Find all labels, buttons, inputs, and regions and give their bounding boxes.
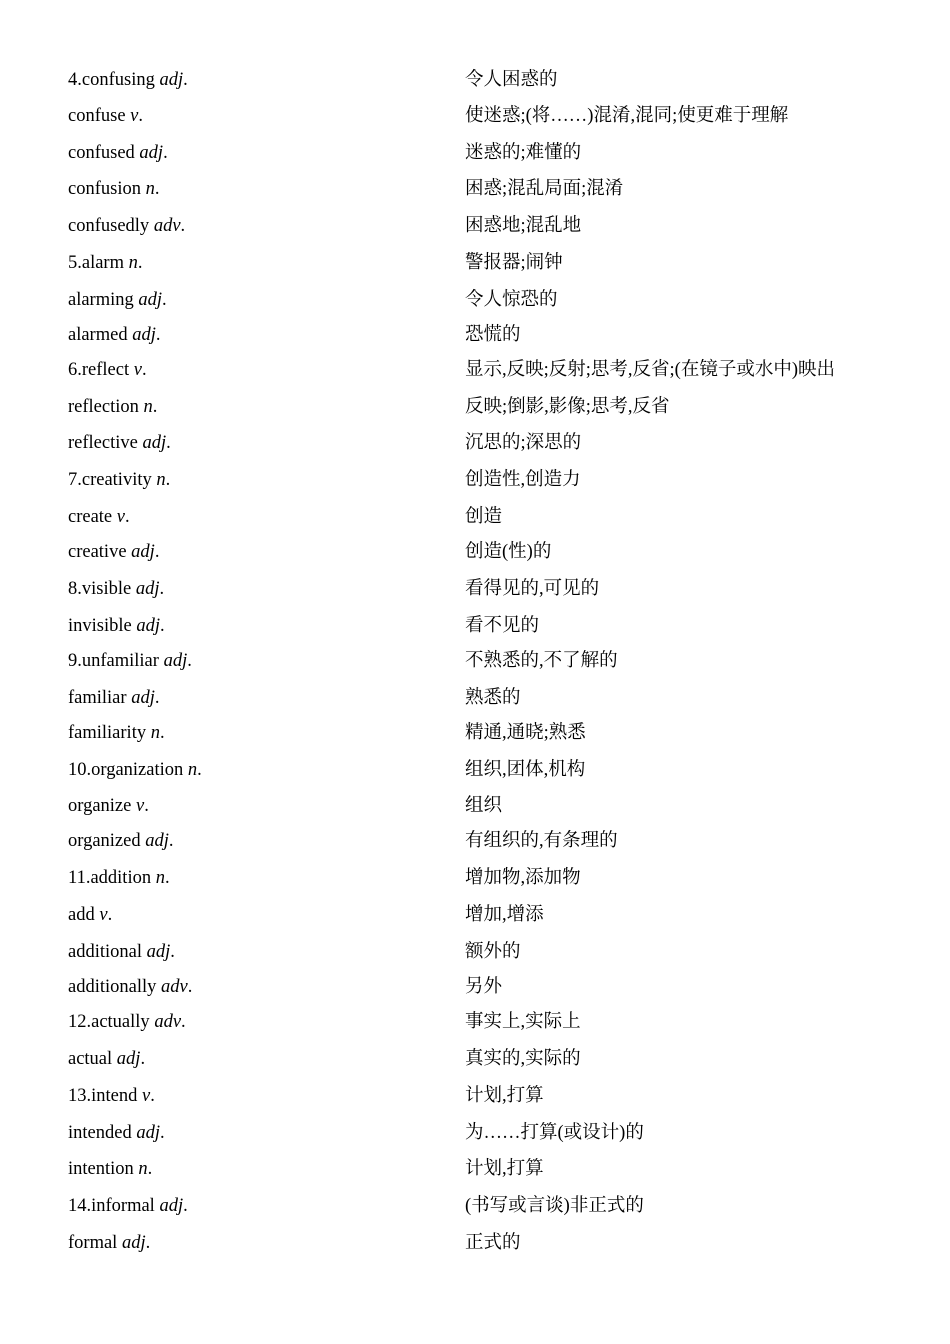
entry-number: 4. bbox=[68, 70, 82, 90]
part-of-speech: n bbox=[156, 470, 166, 490]
chinese-meaning: 增加物,添加物 bbox=[465, 868, 581, 888]
part-of-speech: adj bbox=[136, 616, 160, 636]
headword: intended bbox=[68, 1123, 132, 1143]
headword: familiarity bbox=[68, 723, 147, 743]
vocab-entry bbox=[0, 937, 950, 967]
part-of-speech: adj bbox=[131, 542, 155, 562]
vocab-word: reflective adj. bbox=[68, 433, 171, 453]
vocab-entry bbox=[0, 320, 950, 350]
vocab-word: organized adj. bbox=[68, 831, 174, 851]
vocab-word: confused adj. bbox=[68, 143, 168, 163]
entry-number: 10. bbox=[68, 760, 92, 780]
vocab-entry bbox=[0, 1081, 950, 1111]
chinese-meaning: 不熟悉的,不了解的 bbox=[465, 651, 618, 671]
headword: confusion bbox=[68, 179, 141, 199]
vocab-entry bbox=[0, 718, 950, 748]
chinese-meaning: 反映;倒影,影像;思考,反省 bbox=[465, 397, 670, 417]
part-of-speech: adj bbox=[131, 688, 155, 708]
headword: create bbox=[68, 507, 113, 527]
vocab-word: intention n. bbox=[68, 1159, 153, 1179]
chinese-meaning: 真实的,实际的 bbox=[465, 1049, 581, 1069]
part-of-speech: adj bbox=[145, 831, 169, 851]
entry-number: 8. bbox=[68, 579, 82, 599]
vocab-word: organize v. bbox=[68, 796, 149, 816]
part-of-speech: n bbox=[143, 397, 153, 417]
headword: reflect bbox=[81, 360, 130, 380]
headword: unfamiliar bbox=[81, 651, 159, 671]
vocab-word: 12.actually adv. bbox=[68, 1012, 186, 1032]
vocab-word: creative adj. bbox=[68, 542, 160, 562]
headword: intention bbox=[68, 1159, 134, 1179]
vocab-entry bbox=[0, 1154, 950, 1184]
part-of-speech: v bbox=[116, 507, 125, 527]
headword: actual bbox=[68, 1049, 113, 1069]
vocab-word: additionally adv. bbox=[68, 977, 193, 997]
vocab-entry bbox=[0, 537, 950, 567]
chinese-meaning: 事实上,实际上 bbox=[465, 1012, 581, 1032]
vocab-entry bbox=[0, 1007, 950, 1037]
part-of-speech: n bbox=[187, 760, 198, 780]
part-of-speech: adv bbox=[161, 977, 188, 997]
chinese-meaning: 迷惑的;难懂的 bbox=[465, 143, 582, 163]
chinese-meaning: 组织,团体,机构 bbox=[465, 760, 586, 780]
part-of-speech: adj bbox=[139, 143, 164, 163]
vocab-entry bbox=[0, 285, 950, 315]
vocab-word: reflection n. bbox=[68, 397, 158, 417]
chinese-meaning: 创造性,创造力 bbox=[465, 470, 581, 490]
headword: reflection bbox=[68, 397, 139, 417]
part-of-speech: adj bbox=[132, 325, 156, 345]
headword: confusing bbox=[81, 70, 155, 90]
chinese-meaning: 令人困惑的 bbox=[465, 70, 558, 90]
part-of-speech: adj bbox=[163, 651, 188, 671]
part-of-speech: adv bbox=[154, 1012, 182, 1032]
vocab-entry bbox=[0, 791, 950, 821]
chinese-meaning: 看不见的 bbox=[465, 616, 540, 636]
headword: organized bbox=[68, 831, 141, 851]
entry-number: 6. bbox=[68, 360, 82, 380]
part-of-speech: adv bbox=[153, 216, 181, 236]
vocab-entry bbox=[0, 502, 950, 532]
chinese-meaning: (书写或言谈)非正式的 bbox=[465, 1196, 644, 1216]
chinese-meaning: 看得见的,可见的 bbox=[465, 579, 600, 599]
headword: organization bbox=[91, 760, 184, 780]
headword: confuse bbox=[68, 106, 126, 126]
chinese-meaning: 为……打算(或设计)的 bbox=[465, 1123, 644, 1143]
headword: add bbox=[68, 905, 95, 925]
part-of-speech: v bbox=[142, 1086, 151, 1106]
chinese-meaning: 令人惊恐的 bbox=[465, 290, 558, 310]
vocab-word: invisible adj. bbox=[68, 616, 165, 636]
chinese-meaning: 组织 bbox=[465, 796, 503, 816]
vocab-word: confusion n. bbox=[68, 179, 160, 199]
vocab-entry bbox=[0, 611, 950, 641]
chinese-meaning: 有组织的,有条理的 bbox=[465, 831, 618, 851]
vocab-word: additional adj. bbox=[68, 942, 175, 962]
headword: alarm bbox=[81, 253, 124, 273]
vocab-word: familiarity n. bbox=[68, 723, 165, 743]
vocab-entry bbox=[0, 248, 950, 278]
chinese-meaning: 显示,反映;反射;思考,反省;(在镜子或水中)映出 bbox=[465, 360, 835, 380]
chinese-meaning: 恐慌的 bbox=[465, 325, 521, 345]
headword: organize bbox=[68, 796, 132, 816]
part-of-speech: n bbox=[150, 723, 160, 743]
vocab-entry bbox=[0, 355, 950, 385]
vocab-word: 9.unfamiliar adj. bbox=[68, 651, 192, 671]
headword: addition bbox=[90, 868, 152, 888]
entry-number: 14. bbox=[68, 1196, 92, 1216]
headword: reflective bbox=[68, 433, 138, 453]
headword: additionally bbox=[68, 977, 157, 997]
headword: additional bbox=[68, 942, 142, 962]
vocab-word: add v. bbox=[68, 905, 113, 925]
vocab-entry bbox=[0, 683, 950, 713]
vocab-word: 14.informal adj. bbox=[68, 1196, 188, 1216]
vocab-entry bbox=[0, 1228, 950, 1258]
vocab-word: 13.intend v. bbox=[68, 1086, 155, 1106]
entry-number: 9. bbox=[68, 651, 82, 671]
headword: alarmed bbox=[68, 325, 128, 345]
vocab-entry bbox=[0, 392, 950, 422]
vocab-word: 8.visible adj. bbox=[68, 579, 165, 599]
chinese-meaning: 创造 bbox=[465, 507, 503, 527]
chinese-meaning: 困惑;混乱局面;混淆 bbox=[465, 179, 624, 199]
part-of-speech: n bbox=[155, 868, 165, 888]
entry-number: 13. bbox=[68, 1086, 92, 1106]
vocab-entry bbox=[0, 428, 950, 458]
chinese-meaning: 增加,增添 bbox=[465, 905, 544, 925]
entry-number: 11. bbox=[68, 868, 91, 888]
chinese-meaning: 正式的 bbox=[465, 1233, 521, 1253]
chinese-meaning: 计划,打算 bbox=[465, 1086, 544, 1106]
headword: intend bbox=[91, 1086, 138, 1106]
part-of-speech: v bbox=[99, 905, 108, 925]
headword: formal bbox=[68, 1233, 118, 1253]
part-of-speech: n bbox=[138, 1159, 148, 1179]
part-of-speech: v bbox=[135, 796, 145, 816]
vocab-entry bbox=[0, 826, 950, 856]
headword: familiar bbox=[68, 688, 127, 708]
chinese-meaning: 计划,打算 bbox=[465, 1159, 544, 1179]
vocab-entry bbox=[0, 211, 950, 241]
vocab-word: confusedly adv. bbox=[68, 216, 186, 236]
part-of-speech: n bbox=[128, 253, 138, 273]
chinese-meaning: 沉思的;深思的 bbox=[465, 433, 582, 453]
vocab-word: 5.alarm n. bbox=[68, 253, 143, 273]
part-of-speech: adj bbox=[159, 1196, 184, 1216]
part-of-speech: adj bbox=[135, 579, 160, 599]
vocab-word: 7.creativity n. bbox=[68, 470, 171, 490]
chinese-meaning: 另外 bbox=[465, 977, 503, 997]
vocab-word: formal adj. bbox=[68, 1233, 151, 1253]
vocab-word: 11.addition n. bbox=[68, 868, 170, 888]
part-of-speech: n bbox=[145, 179, 155, 199]
vocab-entry bbox=[0, 755, 950, 785]
vocab-entry bbox=[0, 65, 950, 95]
part-of-speech: adj bbox=[146, 942, 171, 962]
chinese-meaning: 额外的 bbox=[465, 942, 521, 962]
chinese-meaning: 困惑地;混乱地 bbox=[465, 216, 582, 236]
chinese-meaning: 熟悉的 bbox=[465, 688, 521, 708]
part-of-speech: v bbox=[133, 360, 142, 380]
headword: creativity bbox=[81, 470, 152, 490]
entry-number: 5. bbox=[68, 253, 82, 273]
headword: actually bbox=[91, 1012, 150, 1032]
vocab-word: actual adj. bbox=[68, 1049, 146, 1069]
headword: confused bbox=[68, 143, 135, 163]
chinese-meaning: 创造(性)的 bbox=[465, 542, 552, 562]
chinese-meaning: 警报器;闹钟 bbox=[465, 253, 563, 273]
vocab-entry bbox=[0, 1118, 950, 1148]
chinese-meaning: 精通,通晓;熟悉 bbox=[465, 723, 586, 743]
entry-number: 7. bbox=[68, 470, 82, 490]
vocab-entry bbox=[0, 646, 950, 676]
part-of-speech: adj bbox=[136, 1123, 160, 1143]
vocab-entry bbox=[0, 465, 950, 495]
part-of-speech: adj bbox=[159, 70, 184, 90]
vocab-entry bbox=[0, 1191, 950, 1221]
vocab-word: intended adj. bbox=[68, 1123, 165, 1143]
vocab-entry bbox=[0, 574, 950, 604]
part-of-speech: adj bbox=[138, 290, 163, 310]
part-of-speech: adj bbox=[142, 433, 167, 453]
vocab-entry bbox=[0, 972, 950, 1002]
chinese-meaning: 使迷惑;(将……)混淆,混同;使更难于理解 bbox=[465, 106, 789, 126]
part-of-speech: v bbox=[130, 106, 139, 126]
entry-number: 12. bbox=[68, 1012, 92, 1032]
part-of-speech: adj bbox=[116, 1049, 141, 1069]
vocab-entry bbox=[0, 138, 950, 168]
part-of-speech: adj bbox=[121, 1233, 146, 1253]
vocab-entry bbox=[0, 863, 950, 893]
vocab-entry bbox=[0, 1044, 950, 1074]
vocab-entry bbox=[0, 101, 950, 131]
vocab-word: alarming adj. bbox=[68, 290, 167, 310]
vocab-word: create v. bbox=[68, 507, 130, 527]
vocab-word: 6.reflect v. bbox=[68, 360, 147, 380]
vocab-word: confuse v. bbox=[68, 106, 144, 126]
headword: invisible bbox=[68, 616, 132, 636]
headword: informal bbox=[91, 1196, 155, 1216]
headword: confusedly bbox=[68, 216, 150, 236]
headword: visible bbox=[81, 579, 132, 599]
vocab-word: familiar adj. bbox=[68, 688, 160, 708]
vocab-entry bbox=[0, 900, 950, 930]
headword: creative bbox=[68, 542, 127, 562]
vocab-word: alarmed adj. bbox=[68, 325, 161, 345]
vocab-word: 4.confusing adj. bbox=[68, 70, 188, 90]
vocab-word: 10.organization n. bbox=[68, 760, 202, 780]
headword: alarming bbox=[68, 290, 134, 310]
vocab-entry bbox=[0, 174, 950, 204]
